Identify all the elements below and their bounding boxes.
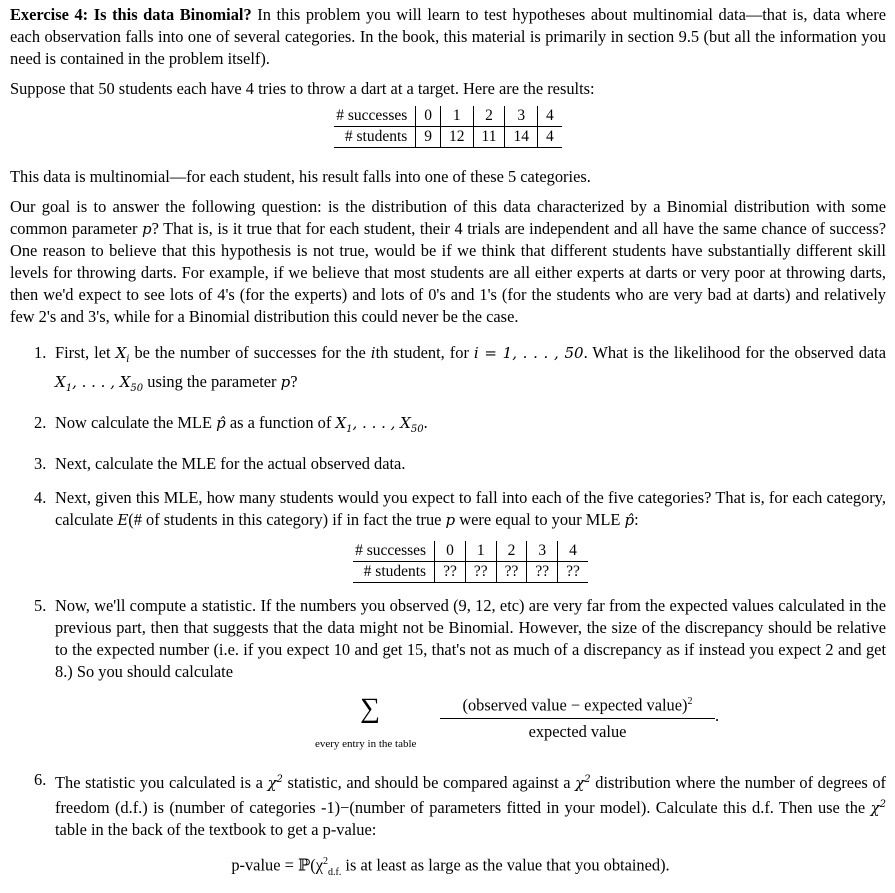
sum-subscript: every entry in the table [315,738,417,750]
table-cell: ?? [465,562,496,583]
text: using the parameter [143,372,281,391]
text: distribution where the number of degrees of freedom (d.f.) is (number of categories -1)−(number of parameters fitted in your model). Calculate this d.f. Then use the [55,773,886,817]
table-cell: 4 [537,127,561,148]
text: The statistic you calculated is a [55,773,268,792]
table-cell: 2 [473,106,505,127]
chi-symbol: χ [575,774,585,792]
math-data: $X_1$, . . . , $X_{50}$ [335,414,424,435]
text: th student, for [375,343,474,362]
row-label: # students [353,562,435,583]
fraction [440,691,715,743]
table-cell: ?? [527,562,558,583]
math-p: p [142,220,152,238]
question-item-1 [10,342,886,400]
fraction-denominator: expected value [528,722,627,742]
item-number: 1. [34,343,47,362]
item-number: 4. [34,488,47,507]
question-item-6 [10,769,886,884]
text: statistic, and should be compared against a [282,773,576,792]
question-item-3 [10,453,886,475]
table-cell: 4 [537,106,561,127]
table-cell: 0 [435,541,466,562]
results-row-successes [334,106,561,127]
table-cell: ?? [496,562,527,583]
math-phat: p̂ [216,414,226,432]
text: Next, calculate the MLE for the actual observed data. [55,454,406,473]
text: as a function of [225,413,336,432]
chi-symbol: χ [267,774,277,792]
math-xi: $X_i$ [115,344,130,365]
text: Now, we'll compute a statistic. If the numbers you observed (9, 12, etc) are very far from the expected values calculated in the previous part, then that suggests that the data might not be Binomial. However, the size of the discrepancy should be relative to the expected number (i.e. if you expect 10 and get 15, that's not as much of a discrepancy as if instead you expect 2 and get 8.) So you should calculate [55,596,886,681]
question-list [10,342,886,884]
item-number: 2. [34,413,47,432]
table-cell: 11 [473,127,505,148]
text: First, let [55,343,116,362]
item-number: 6. [34,770,47,789]
item-number: 3. [34,454,47,473]
text: . What is the likelihood for the observed data [583,343,886,362]
math-p: p [280,373,291,391]
text: ? [290,372,298,391]
expected-row-successes [353,541,588,562]
question-item-2 [10,412,886,441]
math-i: i [370,344,376,362]
math-data: $X_1$, . . . , $X_{50}$ [55,373,144,394]
expected-table [353,541,588,583]
text: Next, given this MLE, how many students would you expect to fall into each of the five categories? That is, for each category, calculate [55,488,886,529]
exercise-intro [10,4,886,70]
text: Now calculate the MLE [55,413,217,432]
results-row-students [334,127,561,148]
text: (# of students in this category) if in fact the true [128,510,446,529]
setup-text: Suppose that 50 students each have 4 tries to throw a dart at a target. Here are the results: [10,79,595,98]
row-label: # students [334,127,416,148]
math-chi2: $\chi^2$ [870,799,886,817]
pvalue-formula: p-value = $ℙ(\chi^2_{d.f.}$ is at least as large as the value that you obtained). [231,855,670,878]
math-chi2: $\chi^2$ [267,774,283,792]
question-item-4 [10,487,886,583]
table-cell: 1 [465,541,496,562]
math-e: E [117,511,129,529]
results-table [334,106,561,148]
math-range: i = 1, . . . , 50 [473,344,584,362]
pvalue-label: p-value = [231,855,298,875]
text: were equal to your MLE [455,510,625,529]
math-chi2: $\chi^2$ [575,774,591,792]
math-p: p [445,511,456,529]
table-cell: 3 [527,541,558,562]
table-cell: 12 [441,127,474,148]
exercise-page [10,4,886,884]
goal-paragraph [10,196,886,328]
prob-symbol: ℙ(χ [297,855,323,875]
item-number: 5. [34,596,47,615]
table-cell: 14 [505,127,538,148]
row-label: # successes [334,106,416,127]
numerator-text: (observed value − expected value) [462,695,688,715]
multinomial-text: This data is multinomial—for each student, his result falls into one of these 5 categories. [10,167,591,186]
fraction-numerator: (observed value − expected value)$^2$ [440,691,715,719]
math-phat: p̂ [624,511,635,529]
intro-text: In this problem you will learn to test hypotheses about multinomial data—that is, data where each observation falls into one of several categories. In the book, this material is primarily in section 9.5 (but all the information you need is contained in the problem itself). [10,5,886,68]
goal-text-2: ? That is, is it true that for each student, their 4 trials are independent and all have the same chance of success? One reason to believe that this hypothesis is not true, would be if we think that different students have substantially different skill levels for throwing darts. For example, if we believe that most students are all either experts at darts or very poor at throwing darts, then we'd expect to see lots of 4's (for the experts) and lots of 0's and 1's (for the students who are very bad at darts) and relatively few 2's and 3's, while for a Binomial distribution this could never be the case. [10,219,886,326]
exercise-title: Exercise 4: Is this data Binomial? [10,5,252,24]
row-label: # successes [353,541,435,562]
chi-square-formula [55,691,886,753]
formula-period: . [715,706,720,725]
table-cell: 3 [505,106,538,127]
goal-text-1: Our goal is to answer the following question: is the distribution of this data characterized by a Binomial distribution with some common parameter [10,197,886,238]
text: table in the back of the textbook to get a p-value: [55,820,377,839]
text: . [423,413,428,432]
table-cell: ?? [558,562,588,583]
text: : [634,510,639,529]
sum-symbol: ∑ [360,693,380,724]
table-cell: 1 [441,106,474,127]
table-cell: 4 [558,541,588,562]
table-cell: 2 [496,541,527,562]
text: be the number of successes for the [129,343,371,362]
pvalue-text: is at least as large as the value that you obtained). [341,855,670,875]
expected-row-students [353,562,588,583]
question-item-5 [10,595,886,753]
df-subscript: d.f. [327,866,342,878]
table-cell: ?? [435,562,466,583]
chi-symbol: χ [870,799,880,817]
table-cell: 9 [416,127,441,148]
table-cell: 0 [416,106,441,127]
